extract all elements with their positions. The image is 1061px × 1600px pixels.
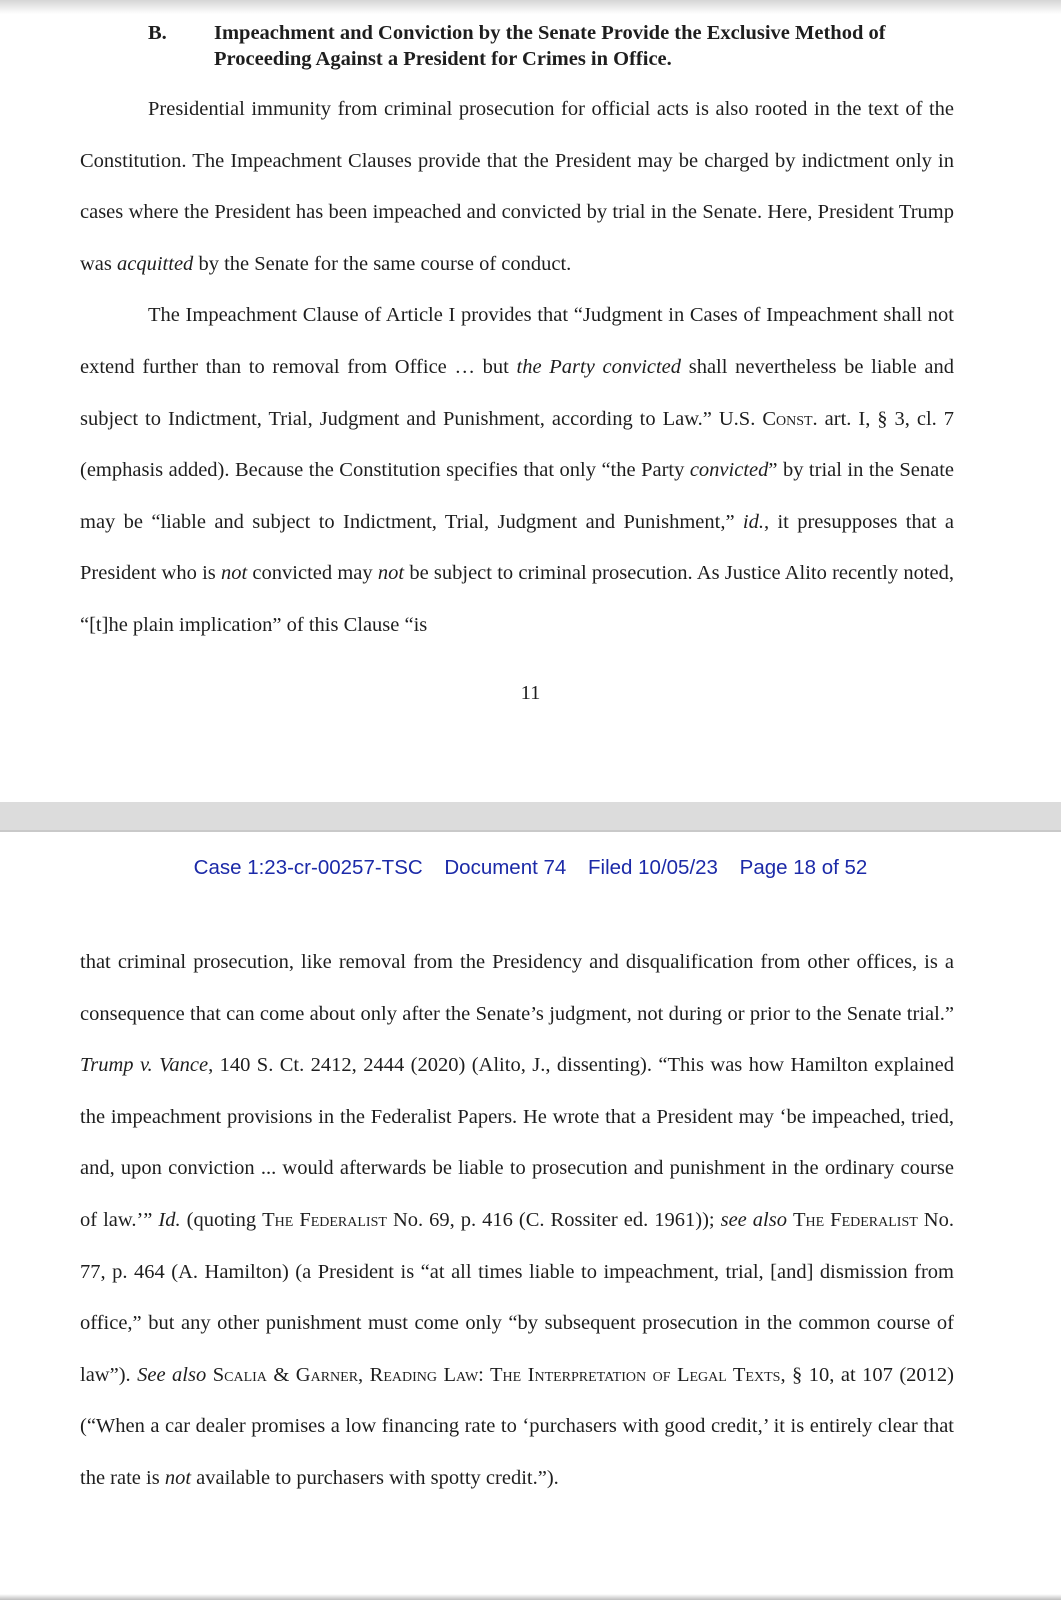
- document-number: Document 74: [444, 856, 567, 879]
- section-title: Impeachment and Conviction by the Senate Provide the Exclusive Method of Proceeding Against a President for Crimes in Office.: [214, 22, 886, 70]
- case-header: [0, 856, 1061, 880]
- body-text-page-18: [80, 937, 954, 1505]
- paragraph-continuation: that criminal prosecution, like removal from the Presidency and disqualification from other offices, is a consequence that can come about only after the Senate’s judgment, not during or prior to the Senate trial.” Trump v. Vance, 140 S. Ct. 2412, 2444 (2020) (Alito, J., dissenting). “This was how Hamilton explained the impeachment provisions in the Federalist Papers. He wrote that a President may ‘be impeached, tried, and, upon conviction ... would afterwards be liable to prosecution and punishment in the ordinary course of law.’” Id. (quoting The Federalist No. 69, p. 416 (C. Rossiter ed. 1961)); see also The Federalist No. 77, p. 464 (A. Hamilton) (a President is “at all times liable to impeachment, trial, [and] dismission from office,” but any other punishment must come only “by subsequent prosecution in the common course of law”). See also Scalia & Garner, Reading Law: The Interpretation of Legal Texts, § 10, at 107 (2012) (“When a car dealer promises a low financing rate to ‘purchasers with good credit,’ it is entirely clear that the rate is not available to purchasers with spotty credit.”).: [80, 951, 955, 1489]
- body-text-page-11: [80, 84, 954, 652]
- page-separator: [0, 802, 1061, 832]
- bottom-edge-shadow: [0, 1594, 1061, 1600]
- paragraph-immunity: Presidential immunity from criminal prosecution for official acts is also rooted in the text of the Constitution. The Impeachment Clauses provide that the President may be charged by indictment only in cases where the President has been impeached and convicted by trial in the Senate. Here, President Trump was acquitted by the Senate for the same course of conduct.: [80, 98, 954, 275]
- filed-date: Filed 10/05/23: [588, 856, 718, 879]
- paragraph-impeachment-clause: The Impeachment Clause of Article I provides that “Judgment in Cases of Impeachment shall not extend further than to removal from Office … but the Party convicted shall nevertheless be liable and subject to Indictment, Trial, Judgment and Punishment, according to Law.” U.S. Const. art. I, § 3, cl. 7 (emphasis added). Because the Constitution specifies that only “the Party convicted” by trial in the Senate may be “liable and subject to Indictment, Trial, Judgment and Punishment,” id., it presupposes that a President who is not convicted may not be subject to criminal prosecution. As Justice Alito recently noted, “[t]he plain implication” of this Clause “is: [80, 304, 954, 636]
- case-number: Case 1:23-cr-00257-TSC: [193, 856, 423, 879]
- document-page-18: [0, 832, 1061, 1600]
- page-number: 11: [520, 682, 541, 704]
- page-count: Page 18 of 52: [739, 856, 868, 879]
- section-letter: B.: [148, 22, 167, 44]
